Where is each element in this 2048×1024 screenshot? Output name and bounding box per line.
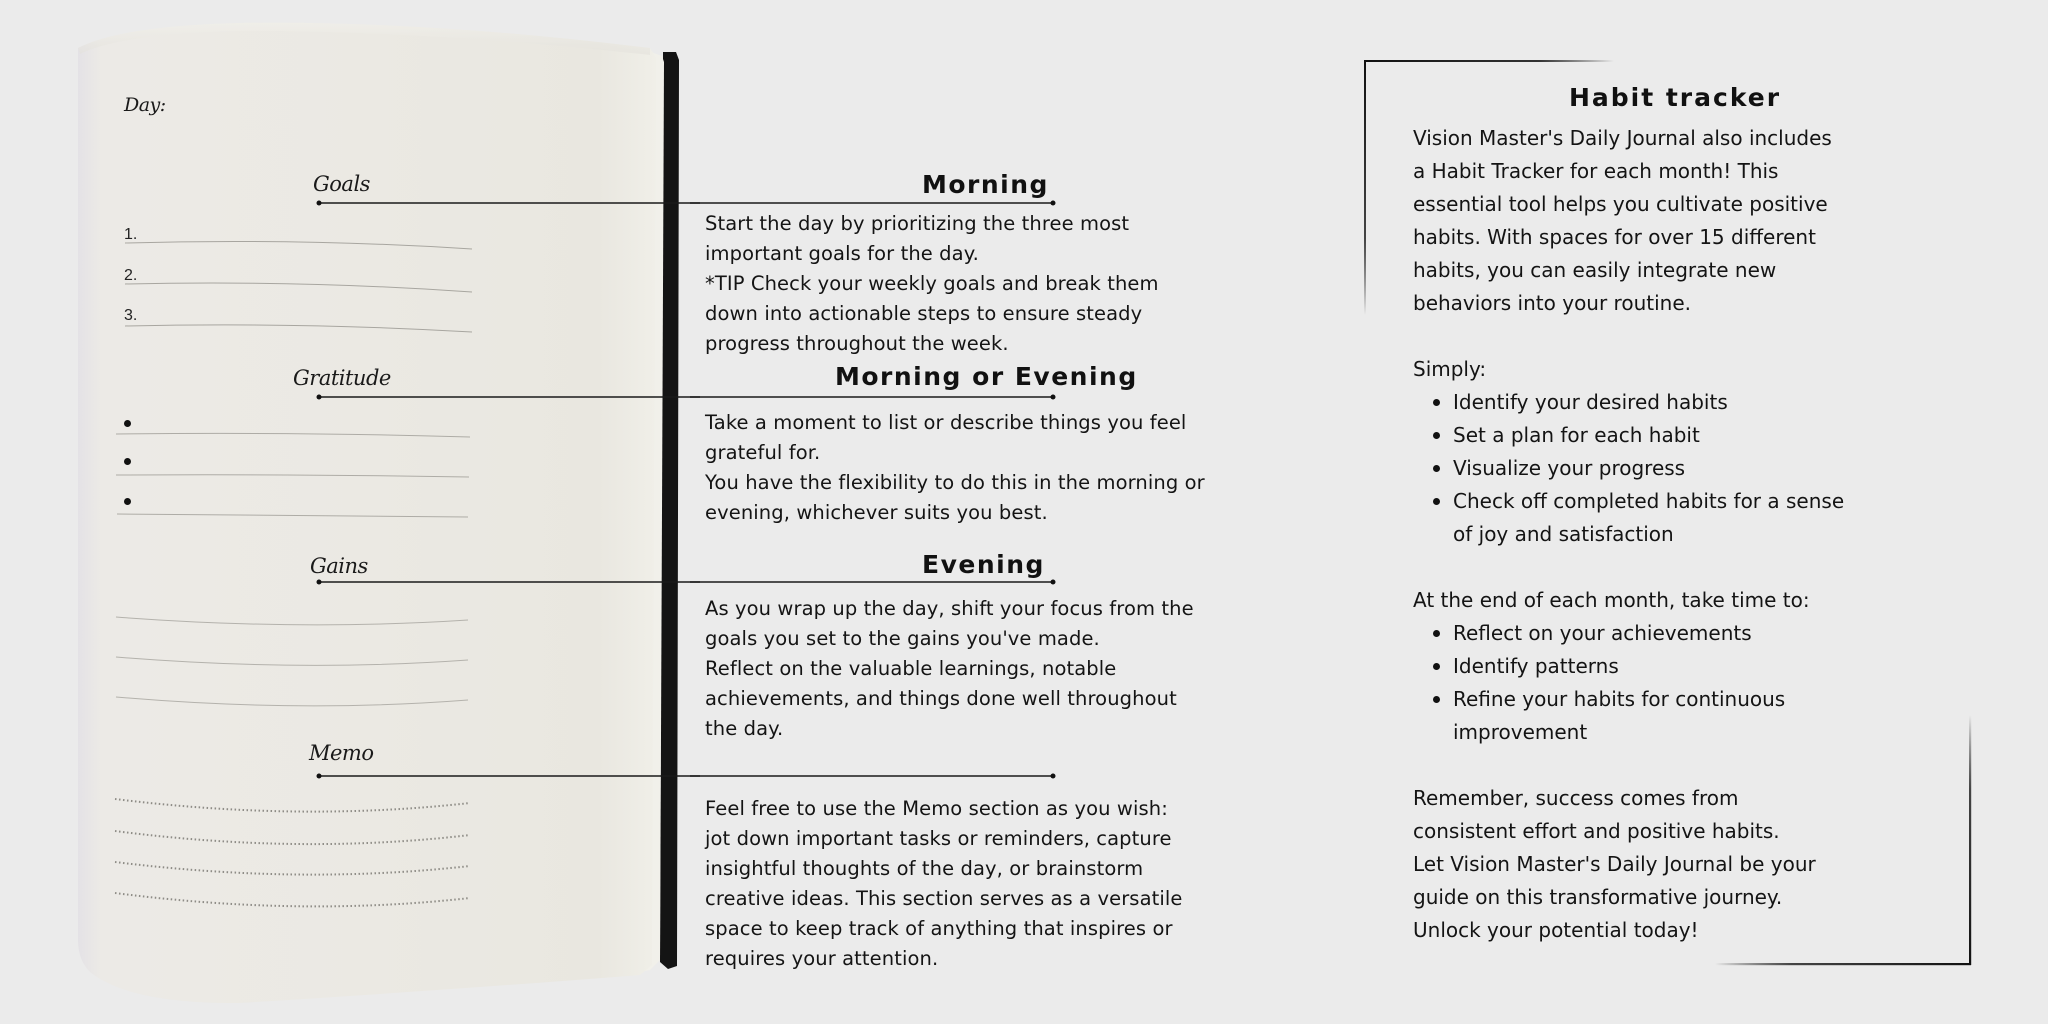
list-item: Set a plan for each habit [1453,419,1973,452]
callout-body-memo [705,794,1285,974]
goal-number-2: 2. [124,267,138,284]
list-item: Refine your habits for continuous [1453,683,1973,716]
body-line: Reflect on the valuable learnings, notable [705,657,1117,680]
list-item-continuation: of joy and satisfaction [1453,522,1674,546]
body-line: space to keep track of anything that inspires or [705,917,1173,940]
simply-label: Simply: [1413,357,1487,381]
goal-number-1: 1. [124,226,138,243]
section-label-goals: Goals [313,172,370,196]
intro-line: Vision Master's Daily Journal also includes [1413,126,1832,150]
body-line: creative ideas. This section serves as a versatile [705,887,1183,910]
body-line: You have the flexibility to do this in the morning or [705,471,1205,494]
body-line: As you wrap up the day, shift your focus from the [705,597,1194,620]
body-line: evening, whichever suits you best. [705,501,1048,524]
habit-tracker-body [1413,122,1973,947]
closing-line: guide on this transformative journey. [1413,885,1783,909]
list-item: Check off completed habits for a sense [1453,485,1973,518]
journal-page-illustration [0,0,700,1024]
callout-title-evening: Evening [922,550,1045,579]
body-line: achievements, and things done well throughout [705,687,1177,710]
closing-line: consistent effort and positive habits. [1413,819,1780,843]
section-label-gratitude: Gratitude [293,366,391,390]
closing-line: Let Vision Master's Daily Journal be your [1413,852,1816,876]
section-label-memo: Memo [309,741,374,765]
section-label-gains: Gains [310,554,368,578]
month-end-label: At the end of each month, take time to: [1413,588,1810,612]
intro-line: behaviors into your routine. [1413,291,1691,315]
month-end-list [1413,617,1973,716]
list-item-continuation: improvement [1453,720,1588,744]
goal-number-3: 3. [124,307,138,324]
intro-line: essential tool helps you cultivate positive [1413,192,1828,216]
body-line: insightful thoughts of the day, or brainstorm [705,857,1144,880]
day-label: Day: [124,94,166,116]
body-line: *TIP Check your weekly goals and break them [705,272,1159,295]
list-item: Visualize your progress [1453,452,1973,485]
callout-title-morning: Morning [922,170,1049,199]
habit-tracker-panel [1360,55,1972,967]
closing-line: Remember, success comes from [1413,786,1739,810]
body-line: the day. [705,717,784,740]
callout-body-morning [705,209,1285,359]
closing-line: Unlock your potential today! [1413,918,1699,942]
page-surface [78,23,656,1003]
intro-line: habits, you can easily integrate new [1413,258,1777,282]
list-item: Reflect on your achievements [1453,617,1973,650]
body-line: Start the day by prioritizing the three most [705,212,1130,235]
intro-line: habits. With spaces for over 15 different [1413,225,1816,249]
gratitude-bullet [124,498,131,505]
body-line: Take a moment to list or describe things you feel [705,411,1187,434]
callout-body-morning-or-evening [705,408,1285,528]
gratitude-bullet [124,458,131,465]
body-line: Feel free to use the Memo section as you wish: [705,797,1168,820]
body-line: goals you set to the gains you've made. [705,627,1100,650]
body-line: down into actionable steps to ensure steady [705,302,1143,325]
body-line: important goals for the day. [705,242,979,265]
gratitude-bullet [124,420,131,427]
intro-line: a Habit Tracker for each month! This [1413,159,1779,183]
body-line: requires your attention. [705,947,939,970]
simply-list [1413,386,1973,518]
body-line: progress throughout the week. [705,332,1009,355]
list-item: Identify your desired habits [1453,386,1973,419]
callout-title-morning-or-evening: Morning or Evening [835,362,1138,391]
body-line: grateful for. [705,441,821,464]
list-item: Identify patterns [1453,650,1973,683]
body-line: jot down important tasks or reminders, capture [705,827,1172,850]
habit-tracker-title: Habit tracker [1568,83,1782,112]
callout-body-evening [705,594,1285,744]
journal-photo [0,0,700,1024]
